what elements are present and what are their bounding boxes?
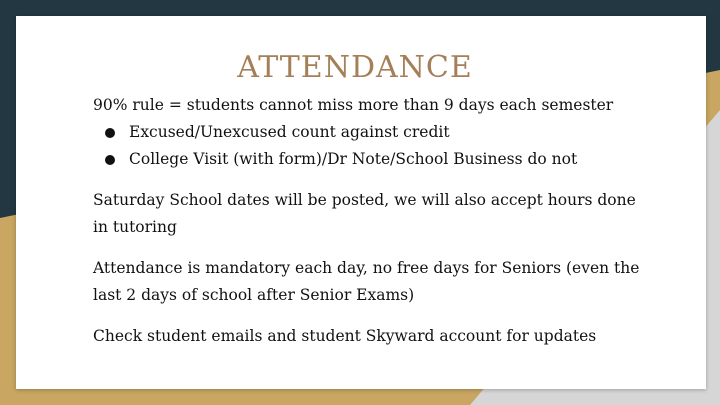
rule-paragraph: 90% rule = students cannot miss more than 9 days each semester [93,96,614,114]
bullet-item [93,119,653,146]
rule-bullet-list [93,119,653,173]
updates-paragraph: Check student emails and student Skyward account for updates [93,327,597,345]
bullet-text: Excused/Unexcused count against credit [129,123,450,141]
bullet-item [93,146,653,173]
bullet-text: College Visit (with form)/Dr Note/School Business do not [129,150,578,168]
slide-card [16,16,706,389]
saturday-school-paragraph: Saturday School dates will be posted, we will also accept hours done in tutoring [93,191,636,236]
slide-body [93,92,653,350]
mandatory-attendance-paragraph: Attendance is mandatory each day, no free days for Seniors (even the last 2 days of school after Senior Exams) [93,259,640,304]
bullet-dot-icon [105,128,115,138]
bullet-dot-icon [105,155,115,165]
slide-title: ATTENDANCE [237,50,473,85]
